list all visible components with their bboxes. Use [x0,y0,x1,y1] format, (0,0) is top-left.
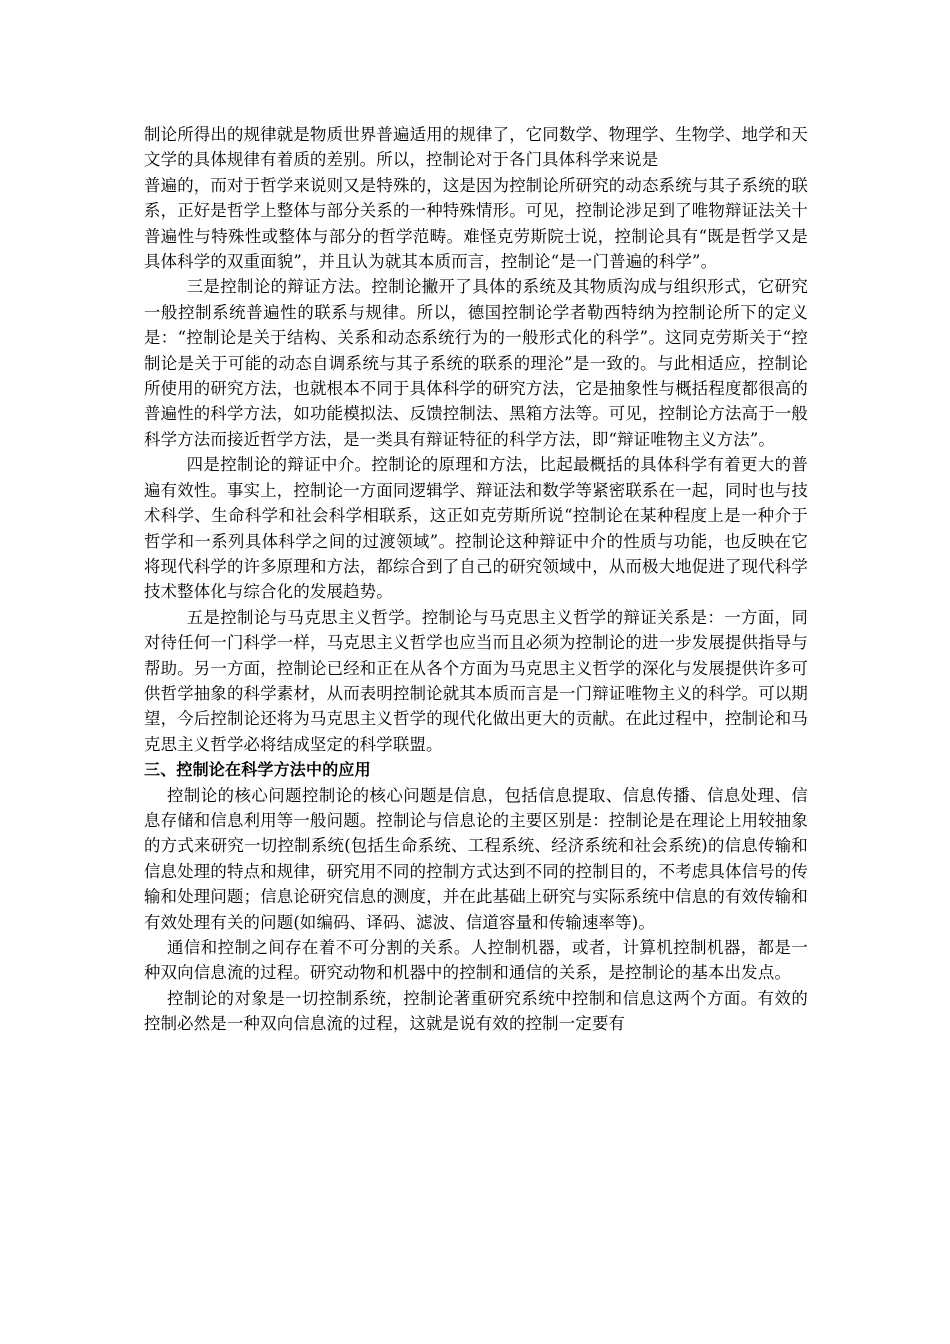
paragraph-control-object: 控制论的对象是一切控制系统，控制论著重研究系统中控制和信息这两个方面。有效的控制必然是一种双向信息流的过程，这就是说有效的控制一定要有 [144,988,808,1034]
paragraph-universality: 普遍的，而对于哲学来说则又是特殊的，这是因为控制论所研究的动态系统与其子系统的联系，正好是哲学上整体与部分关系的一种特殊情形。可见，控制论涉足到了唯物辩证法关十普遍性与特殊性或整体与部分的哲学范畴。难怪克劳斯院士说，控制论具有“既是哲学又是具体科学的双重面貌”，并且认为就其本质而言，控制论“是一门普遍的科学”。 [144,175,808,272]
paragraph-continuation: 制论所得出的规律就是物质世界普遍适用的规律了，它同数学、物理学、生物学、地学和天文学的具体规律有着质的差别。所以，控制论对于各门具体科学来说是 [144,125,808,170]
document-body [144,122,808,1037]
paragraph-marxist-philosophy: 五是控制论与马克思主义哲学。控制论与马克思主义哲学的辩证关系是：一方面，同对待任何一门科学一样，马克思主义哲学也应当而且必须为控制论的进一步发展提供指导与帮助。另一方面，控制论已经和正在从各个方面为马克思主义哲学的深化与发展提供许多可供哲学抽象的科学素材，从而表明控制论就其本质而言是一门辩证唯物主义的科学。可以期望，今后控制论还将为马克思主义哲学的现代化做出更大的贡献。在此过程中，控制论和马克思主义哲学必将结成坚定的科学联盟。 [144,607,808,754]
paragraph-dialectical-method: 三是控制论的辩证方法。控制论撇开了具体的系统及其物质沟成与组织形式，它研究一般控制系统普遍性的联系与规律。所以，德国控制论学者勒西特纳为控制论所下的定义是：“控制论是关于结构、关系和动态系统行为的一般形式化的科学”。这同克劳斯关于“控制论是关于可能的动态自调系统与其子系统的联系的理沦”是一致的。与此相适应，控制论所使用的研究方法，也就根本不同于具体科学的研究方法，它是抽象性与概括程度都很高的普遍性的科学方法，如功能模拟法、反馈控制法、黑箱方法等。可见，控制论方法高于一般科学方法而接近哲学方法，是一类具有辩证特征的科学方法，即“辩证唯物主义方法”。 [144,277,808,449]
paragraph-communication-control: 通信和控制之间存在着不可分割的关系。人控制机器，或者，计算机控制机器，都是一种双向信息流的过程。研究动物和机器中的控制和通信的关系，是控制论的基本出发点。 [144,938,808,983]
section-heading: 三、控制论在科学方法中的应用 [144,760,371,780]
paragraph-core-problem: 控制论的核心问题控制论的核心问题是信息，包括信息提取、信息传播、信息处理、信息存储和信息利用等一般问题。控制论与信息论的主要区别是：控制论是在理论上用较抽象的方式来研究一切控制系统(包括生命系统、工程系统、经济系统和社会系统)的信息传输和信息处理的特点和规律，研究用不同的控制方式达到不同的控制目的，不考虑具体信号的传输和处理问题；信息论研究信息的测度，并在此基础上研究与实际系统中信息的有效传输和有效处理有关的问题(如编码、译码、滤波、信道容量和传输速率等)。 [144,785,808,932]
paragraph-dialectical-mediation: 四是控制论的辩证中介。控制论的原理和方法，比起最概括的具体科学有着更大的普遍有效性。事实上，控制论一方面同逻辑学、辩证法和数学等紧密联系在一起，同时也与技术科学、生命科学和社会科学相联系，这正如克劳斯所说“控制论在某种程度上是一种介于哲学和一系列具体科学之间的过渡领域”。控制论这种辩证中介的性质与功能，也反映在它将现代科学的许多原理和方法，都综合到了自己的研究领域中，从而极大地促进了现代科学技术整体化与综合化的发展趋势。 [144,455,808,602]
